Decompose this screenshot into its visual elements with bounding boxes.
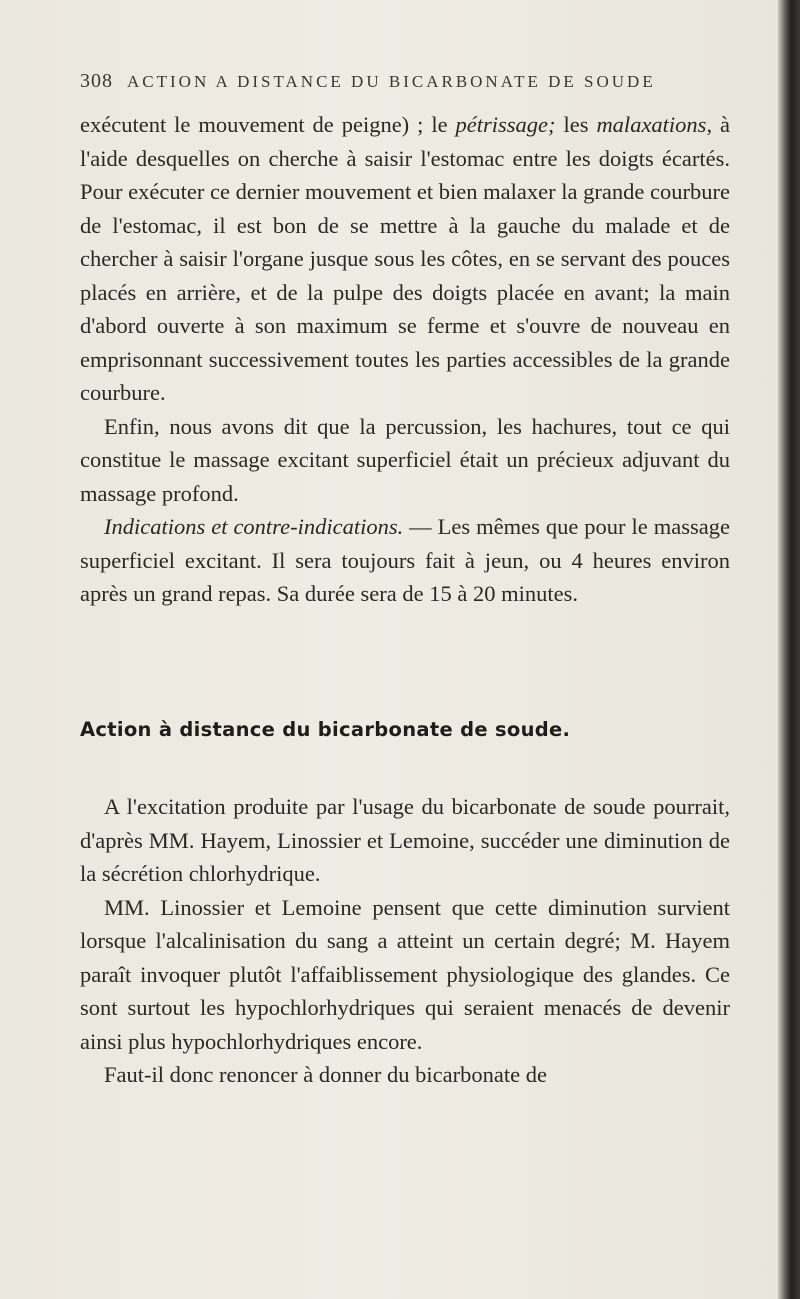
- page-number: 308: [80, 70, 113, 92]
- term-indications: Indications et contre-indications.: [104, 514, 404, 539]
- paragraph-excitation: A l'excitation produite par l'usage du bicarbonate de soude pourrait, d'après MM. Hayem, Linossier et Lemoine, succéder une diminution de la sécrétion chlorhydrique.: [80, 794, 730, 886]
- text-block-lower: [80, 790, 730, 1092]
- paragraph-percussion: Enfin, nous avons dit que la percussion, les hachures, tout ce qui constitue le massage excitant superficiel était un précieux adjuvant du massage profond.: [80, 413, 730, 506]
- paragraph-text: — Les mêmes que pour le massage superficiel excitant. Il sera toujours fait à jeun, ou 4 heures environ après un grand repas. Sa durée sera de 15 à 20 minutes.: [80, 514, 730, 606]
- paragraph-indications: [80, 510, 730, 611]
- paragraph-text: les: [555, 112, 597, 137]
- running-header: [80, 70, 720, 93]
- paragraph-text: exécutent le mouvement de peigne) ; le: [80, 112, 456, 137]
- term-petrissage: pétrissage;: [455, 112, 556, 137]
- paragraph-petrissage: [80, 108, 730, 410]
- paragraph-linossier-lemoine: MM. Linossier et Lemoine pensent que cette diminution survient lorsque l'alcalinisation du sang a atteint un certain degré; M. Hayem paraît invoquer plutôt l'affaiblissement physiologique des glandes. Ce sont surtout les hypochlorhydriques qui seraient menacés de devenir ainsi plus hypochlorhydriques encore.: [80, 894, 730, 1054]
- paragraph-text: , à l'aide desquelles on cherche à saisir l'estomac entre les doigts écartés. Pour exécuter ce dernier mouvement et bien malaxer la grande courbure de l'estomac, il est bon de se mettre à la gauche du malade et de chercher à saisir l'organe jusque sous les côtes, en se servant des pouces placés en arrière, et de la pulpe des doigts placée en avant; la main d'abord ouverte à son maximum se ferme et s'ouvre de nouveau en emprisonnant successivement toutes les parties accessibles de la grande courbure.: [80, 112, 731, 405]
- section-heading: Action à distance du bicarbonate de soude.: [80, 718, 571, 741]
- term-malaxations: malaxations: [596, 112, 707, 137]
- paragraph-question: Faut-il donc renoncer à donner du bicarbonate de: [104, 1062, 547, 1087]
- text-block-upper: [80, 108, 730, 611]
- running-title: ACTION A DISTANCE DU BICARBONATE DE SOUDE: [127, 72, 656, 91]
- page-edge-shadow: [778, 0, 800, 1299]
